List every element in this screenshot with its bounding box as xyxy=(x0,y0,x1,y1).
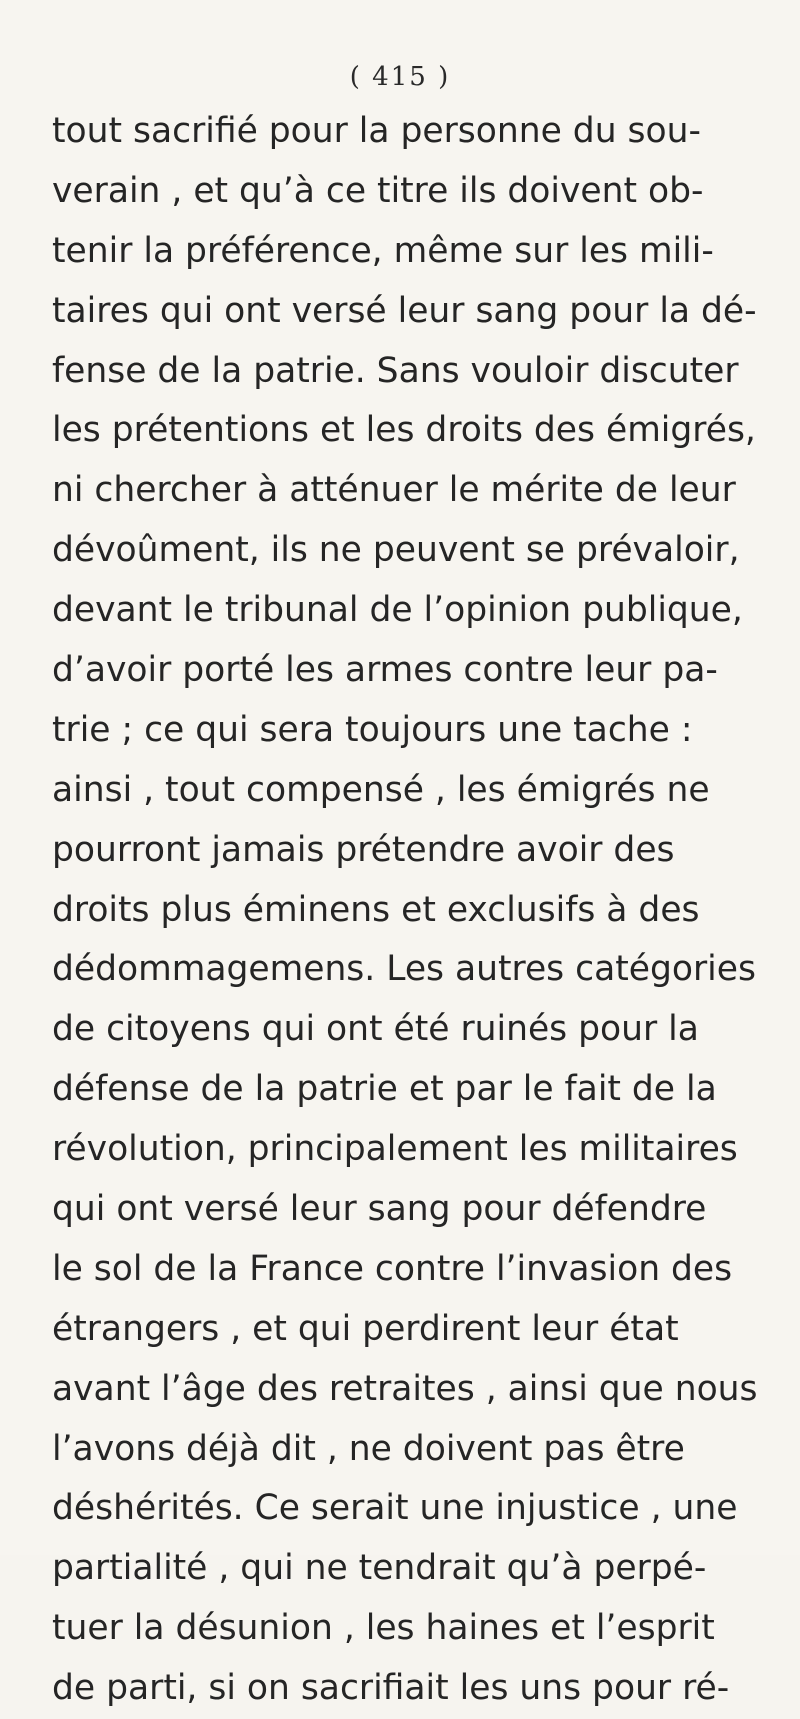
text-line-13: pourront jamais prétendre avoir des xyxy=(52,829,675,870)
text-line-9: devant le tribunal de l’opinion publique, xyxy=(52,590,743,631)
text-line-23: l’avons déjà dit , ne doivent pas être xyxy=(52,1428,685,1469)
body-text xyxy=(52,102,792,1719)
text-line-14: droits plus éminens et exclusifs à des xyxy=(52,889,700,930)
text-line-3: tenir la préférence, même sur les mili- xyxy=(52,230,714,271)
text-line-21: étrangers , et qui perdirent leur état xyxy=(52,1308,679,1349)
text-line-19: qui ont versé leur sang pour défendre xyxy=(52,1189,707,1230)
text-line-1: tout sacrifié pour la personne du sou- xyxy=(52,111,701,151)
text-line-26: tuer la désunion , les haines et l’esprit xyxy=(52,1608,715,1649)
text-line-11: trie ; ce qui sera toujours une tache : xyxy=(52,709,693,750)
page-number: ( 415 ) xyxy=(349,62,451,92)
text-line-16: de citoyens qui ont été ruinés pour la xyxy=(52,1009,699,1050)
text-line-10: d’avoir porté les armes contre leur pa- xyxy=(52,650,718,691)
text-line-24: déshérités. Ce serait une injustice , une xyxy=(52,1488,738,1529)
text-line-15: dédommagemens. Les autres catégories xyxy=(52,949,756,990)
text-line-7: ni chercher à atténuer le mérite de leur xyxy=(52,470,736,511)
text-line-25: partialité , qui ne tendrait qu’à perpé- xyxy=(52,1548,707,1589)
text-line-6: les prétentions et les droits des émigrés, xyxy=(52,410,756,451)
text-line-4: taires qui ont versé leur sang pour la dé- xyxy=(52,290,757,331)
text-line-17: défense de la patrie et par le fait de la xyxy=(52,1069,717,1110)
text-line-22: avant l’âge des retraites , ainsi que nous xyxy=(52,1368,758,1409)
text-line-27: de parti, si on sacrifiait les uns pour ré- xyxy=(52,1668,730,1709)
text-line-2: verain , et qu’à ce titre ils doivent ob- xyxy=(52,170,704,211)
text-line-12: ainsi , tout compensé , les émigrés ne xyxy=(52,769,710,810)
text-line-8: dévoûment, ils ne peuvent se prévaloir, xyxy=(52,530,740,571)
text-line-20: le sol de la France contre l’invasion des xyxy=(52,1248,733,1289)
text-line-5: fense de la patrie. Sans vouloir discuter xyxy=(52,350,739,391)
text-line-18: révolution, principalement les militaires xyxy=(52,1129,738,1170)
